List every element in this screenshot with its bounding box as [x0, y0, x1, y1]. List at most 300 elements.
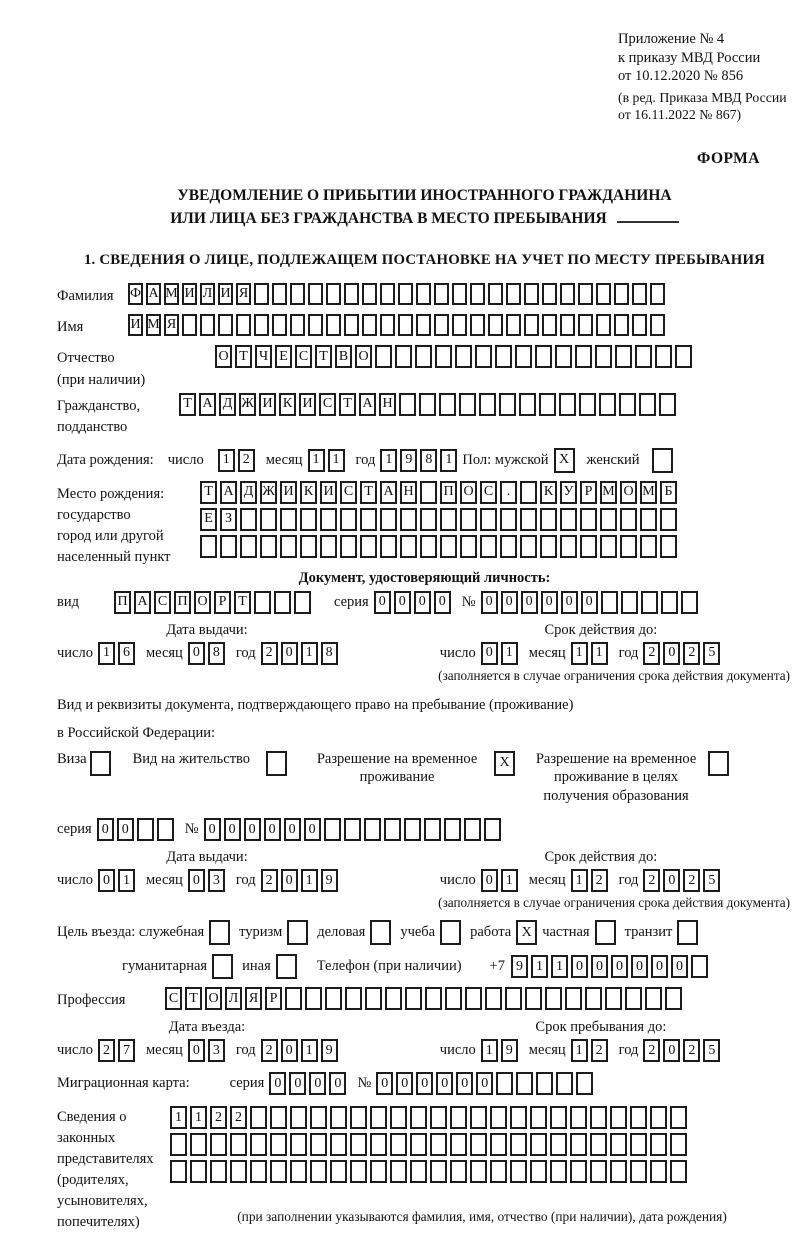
char-cell[interactable] — [488, 314, 503, 336]
char-cell[interactable] — [575, 345, 592, 368]
char-cell[interactable] — [370, 1133, 387, 1156]
char-cell[interactable] — [670, 1106, 687, 1129]
char-cell[interactable] — [182, 314, 197, 336]
char-cell[interactable] — [545, 987, 562, 1010]
char-cell[interactable] — [236, 314, 251, 336]
char-cell[interactable] — [530, 1160, 547, 1183]
char-cell[interactable]: 1 — [571, 869, 588, 892]
char-cell[interactable]: 0 — [281, 869, 298, 892]
checkbox-residence-permit[interactable] — [266, 751, 287, 776]
char-cell[interactable] — [500, 535, 517, 558]
char-cell[interactable]: 0 — [571, 955, 588, 978]
char-cell[interactable] — [395, 345, 412, 368]
char-cell[interactable] — [691, 955, 708, 978]
char-cell[interactable]: 2 — [643, 1039, 660, 1062]
char-cell[interactable] — [220, 535, 237, 558]
char-cell[interactable] — [520, 535, 537, 558]
char-cell[interactable] — [310, 1106, 327, 1129]
char-cell[interactable] — [390, 1160, 407, 1183]
char-cell[interactable]: 2 — [643, 869, 660, 892]
checkbox-official[interactable] — [209, 920, 230, 945]
char-cell[interactable]: И — [299, 393, 316, 416]
char-cell[interactable]: 0 — [281, 642, 298, 665]
char-cell[interactable] — [190, 1160, 207, 1183]
char-cell[interactable] — [398, 314, 413, 336]
char-cell[interactable] — [650, 1106, 667, 1129]
char-cell[interactable] — [510, 1133, 527, 1156]
char-cell[interactable] — [570, 1160, 587, 1183]
char-cell[interactable]: 8 — [420, 449, 437, 472]
char-cell[interactable] — [350, 1106, 367, 1129]
char-cell[interactable] — [280, 535, 297, 558]
char-cell[interactable]: 1 — [501, 869, 518, 892]
char-cell[interactable] — [240, 535, 257, 558]
char-cell[interactable] — [375, 345, 392, 368]
char-cell[interactable] — [614, 283, 629, 305]
char-cell[interactable]: 3 — [208, 1039, 225, 1062]
checkbox-study[interactable] — [440, 920, 461, 945]
char-cell[interactable]: 2 — [210, 1106, 227, 1129]
char-cell[interactable]: 0 — [284, 818, 301, 841]
char-cell[interactable]: 0 — [671, 955, 688, 978]
char-cell[interactable]: 1 — [380, 449, 397, 472]
char-cell[interactable] — [274, 591, 291, 614]
char-cell[interactable]: С — [154, 591, 171, 614]
char-cell[interactable] — [410, 1133, 427, 1156]
char-cell[interactable] — [632, 283, 647, 305]
checkbox-edu-permit[interactable] — [708, 751, 729, 776]
char-cell[interactable] — [655, 345, 672, 368]
char-cell[interactable]: 0 — [188, 1039, 205, 1062]
char-cell[interactable] — [350, 1160, 367, 1183]
char-cell[interactable] — [599, 393, 616, 416]
char-cell[interactable] — [565, 987, 582, 1010]
char-cell[interactable]: 9 — [321, 869, 338, 892]
char-cell[interactable] — [285, 987, 302, 1010]
char-cell[interactable] — [450, 1133, 467, 1156]
char-cell[interactable] — [200, 314, 215, 336]
char-cell[interactable] — [459, 393, 476, 416]
char-cell[interactable]: 0 — [309, 1072, 326, 1095]
char-cell[interactable]: К — [279, 393, 296, 416]
char-cell[interactable] — [600, 508, 617, 531]
char-cell[interactable]: 0 — [481, 869, 498, 892]
char-cell[interactable]: 0 — [481, 591, 498, 614]
char-cell[interactable]: 0 — [304, 818, 321, 841]
char-cell[interactable]: 2 — [591, 1039, 608, 1062]
char-cell[interactable]: 1 — [481, 1039, 498, 1062]
char-cell[interactable] — [496, 1072, 513, 1095]
char-cell[interactable]: 2 — [643, 642, 660, 665]
char-cell[interactable]: 1 — [571, 642, 588, 665]
char-cell[interactable] — [520, 481, 537, 504]
char-cell[interactable]: А — [146, 283, 161, 305]
char-cell[interactable] — [137, 818, 154, 841]
char-cell[interactable] — [430, 1106, 447, 1129]
char-cell[interactable] — [450, 1106, 467, 1129]
checkbox-business[interactable] — [370, 920, 391, 945]
char-cell[interactable] — [619, 393, 636, 416]
char-cell[interactable]: К — [540, 481, 557, 504]
char-cell[interactable] — [590, 1160, 607, 1183]
char-cell[interactable]: Е — [200, 508, 217, 531]
char-cell[interactable]: А — [220, 481, 237, 504]
char-cell[interactable]: 0 — [269, 1072, 286, 1095]
char-cell[interactable] — [460, 508, 477, 531]
char-cell[interactable] — [260, 508, 277, 531]
char-cell[interactable]: 0 — [117, 818, 134, 841]
char-cell[interactable] — [230, 1160, 247, 1183]
char-cell[interactable] — [510, 1106, 527, 1129]
char-cell[interactable] — [270, 1160, 287, 1183]
char-cell[interactable] — [320, 508, 337, 531]
char-cell[interactable]: 0 — [561, 591, 578, 614]
char-cell[interactable] — [632, 314, 647, 336]
char-cell[interactable] — [519, 393, 536, 416]
char-cell[interactable] — [272, 283, 287, 305]
char-cell[interactable] — [364, 818, 381, 841]
char-cell[interactable] — [452, 314, 467, 336]
char-cell[interactable] — [605, 987, 622, 1010]
char-cell[interactable] — [542, 283, 557, 305]
char-cell[interactable] — [445, 987, 462, 1010]
char-cell[interactable]: 0 — [663, 642, 680, 665]
char-cell[interactable] — [270, 1106, 287, 1129]
char-cell[interactable] — [650, 283, 665, 305]
char-cell[interactable] — [465, 987, 482, 1010]
char-cell[interactable]: 8 — [208, 642, 225, 665]
char-cell[interactable] — [670, 1133, 687, 1156]
char-cell[interactable] — [240, 508, 257, 531]
char-cell[interactable] — [650, 314, 665, 336]
char-cell[interactable] — [254, 591, 271, 614]
char-cell[interactable]: Ч — [255, 345, 272, 368]
checkbox-humanitarian[interactable] — [212, 954, 233, 979]
char-cell[interactable] — [635, 345, 652, 368]
char-cell[interactable] — [670, 1160, 687, 1183]
char-cell[interactable]: Т — [339, 393, 356, 416]
char-cell[interactable]: О — [215, 345, 232, 368]
char-cell[interactable] — [479, 393, 496, 416]
char-cell[interactable] — [470, 283, 485, 305]
char-cell[interactable]: Ж — [260, 481, 277, 504]
char-cell[interactable]: 0 — [244, 818, 261, 841]
char-cell[interactable]: И — [320, 481, 337, 504]
char-cell[interactable]: 1 — [301, 869, 318, 892]
char-cell[interactable]: 1 — [531, 955, 548, 978]
char-cell[interactable] — [270, 1133, 287, 1156]
char-cell[interactable] — [290, 1133, 307, 1156]
char-cell[interactable]: Т — [234, 591, 251, 614]
char-cell[interactable]: 0 — [289, 1072, 306, 1095]
char-cell[interactable] — [579, 393, 596, 416]
char-cell[interactable] — [495, 345, 512, 368]
char-cell[interactable] — [506, 283, 521, 305]
char-cell[interactable] — [610, 1133, 627, 1156]
char-cell[interactable] — [360, 535, 377, 558]
char-cell[interactable]: Д — [240, 481, 257, 504]
char-cell[interactable] — [490, 1160, 507, 1183]
char-cell[interactable] — [600, 535, 617, 558]
char-cell[interactable] — [344, 283, 359, 305]
char-cell[interactable]: В — [335, 345, 352, 368]
char-cell[interactable]: 0 — [204, 818, 221, 841]
char-cell[interactable] — [530, 1106, 547, 1129]
char-cell[interactable]: 2 — [683, 1039, 700, 1062]
char-cell[interactable] — [330, 1106, 347, 1129]
char-cell[interactable]: 0 — [416, 1072, 433, 1095]
char-cell[interactable]: П — [114, 591, 131, 614]
char-cell[interactable]: М — [164, 283, 179, 305]
char-cell[interactable] — [595, 345, 612, 368]
char-cell[interactable]: . — [500, 481, 517, 504]
char-cell[interactable] — [475, 345, 492, 368]
char-cell[interactable] — [540, 508, 557, 531]
char-cell[interactable] — [480, 508, 497, 531]
char-cell[interactable] — [310, 1133, 327, 1156]
char-cell[interactable] — [190, 1133, 207, 1156]
char-cell[interactable]: 0 — [541, 591, 558, 614]
char-cell[interactable] — [419, 393, 436, 416]
char-cell[interactable] — [485, 987, 502, 1010]
char-cell[interactable]: О — [355, 345, 372, 368]
char-cell[interactable]: А — [359, 393, 376, 416]
char-cell[interactable] — [576, 1072, 593, 1095]
char-cell[interactable]: 1 — [328, 449, 345, 472]
char-cell[interactable]: Ж — [239, 393, 256, 416]
char-cell[interactable] — [250, 1133, 267, 1156]
char-cell[interactable] — [210, 1133, 227, 1156]
char-cell[interactable] — [596, 283, 611, 305]
char-cell[interactable] — [434, 283, 449, 305]
char-cell[interactable] — [410, 1160, 427, 1183]
char-cell[interactable] — [420, 481, 437, 504]
char-cell[interactable]: О — [194, 591, 211, 614]
char-cell[interactable]: 1 — [301, 642, 318, 665]
char-cell[interactable]: 0 — [591, 955, 608, 978]
char-cell[interactable]: 0 — [436, 1072, 453, 1095]
char-cell[interactable] — [540, 535, 557, 558]
checkbox-male[interactable]: X — [554, 448, 575, 473]
char-cell[interactable] — [280, 508, 297, 531]
char-cell[interactable] — [641, 591, 658, 614]
char-cell[interactable] — [590, 1133, 607, 1156]
char-cell[interactable] — [310, 1160, 327, 1183]
char-cell[interactable]: 1 — [98, 642, 115, 665]
char-cell[interactable] — [290, 1106, 307, 1129]
char-cell[interactable]: 0 — [521, 591, 538, 614]
char-cell[interactable] — [460, 535, 477, 558]
checkbox-visa[interactable] — [90, 751, 111, 776]
char-cell[interactable] — [330, 1160, 347, 1183]
char-cell[interactable]: 2 — [230, 1106, 247, 1129]
char-cell[interactable] — [560, 314, 575, 336]
char-cell[interactable] — [539, 393, 556, 416]
char-cell[interactable] — [650, 1160, 667, 1183]
char-cell[interactable]: И — [128, 314, 143, 336]
char-cell[interactable]: Ф — [128, 283, 143, 305]
char-cell[interactable] — [320, 535, 337, 558]
char-cell[interactable]: 2 — [261, 642, 278, 665]
char-cell[interactable] — [340, 508, 357, 531]
char-cell[interactable] — [570, 1106, 587, 1129]
char-cell[interactable]: 2 — [591, 869, 608, 892]
char-cell[interactable] — [350, 1133, 367, 1156]
char-cell[interactable]: 1 — [591, 642, 608, 665]
char-cell[interactable] — [430, 1133, 447, 1156]
char-cell[interactable]: 0 — [476, 1072, 493, 1095]
char-cell[interactable]: 1 — [551, 955, 568, 978]
checkbox-work[interactable]: X — [516, 920, 537, 945]
char-cell[interactable]: 0 — [414, 591, 431, 614]
char-cell[interactable] — [621, 591, 638, 614]
char-cell[interactable] — [578, 314, 593, 336]
char-cell[interactable]: 0 — [329, 1072, 346, 1095]
char-cell[interactable]: 2 — [261, 1039, 278, 1062]
char-cell[interactable] — [470, 1160, 487, 1183]
char-cell[interactable] — [157, 818, 174, 841]
char-cell[interactable] — [550, 1160, 567, 1183]
char-cell[interactable] — [665, 987, 682, 1010]
char-cell[interactable]: 0 — [581, 591, 598, 614]
char-cell[interactable] — [290, 1160, 307, 1183]
char-cell[interactable] — [455, 345, 472, 368]
char-cell[interactable] — [580, 535, 597, 558]
char-cell[interactable] — [424, 818, 441, 841]
char-cell[interactable]: 0 — [394, 591, 411, 614]
char-cell[interactable] — [300, 508, 317, 531]
char-cell[interactable] — [578, 283, 593, 305]
char-cell[interactable] — [661, 591, 678, 614]
char-cell[interactable] — [506, 314, 521, 336]
char-cell[interactable]: А — [380, 481, 397, 504]
char-cell[interactable] — [200, 535, 217, 558]
char-cell[interactable] — [420, 535, 437, 558]
char-cell[interactable]: 0 — [281, 1039, 298, 1062]
char-cell[interactable] — [218, 314, 233, 336]
char-cell[interactable] — [390, 1106, 407, 1129]
char-cell[interactable] — [640, 535, 657, 558]
char-cell[interactable] — [324, 818, 341, 841]
char-cell[interactable] — [400, 535, 417, 558]
char-cell[interactable]: С — [319, 393, 336, 416]
char-cell[interactable]: У — [560, 481, 577, 504]
char-cell[interactable]: 0 — [224, 818, 241, 841]
char-cell[interactable]: Е — [275, 345, 292, 368]
char-cell[interactable] — [210, 1160, 227, 1183]
char-cell[interactable]: 9 — [501, 1039, 518, 1062]
char-cell[interactable] — [480, 535, 497, 558]
char-cell[interactable]: Я — [164, 314, 179, 336]
char-cell[interactable]: П — [174, 591, 191, 614]
char-cell[interactable]: Т — [360, 481, 377, 504]
char-cell[interactable] — [415, 345, 432, 368]
char-cell[interactable] — [560, 283, 575, 305]
char-cell[interactable] — [308, 283, 323, 305]
char-cell[interactable] — [520, 508, 537, 531]
char-cell[interactable]: 6 — [118, 642, 135, 665]
char-cell[interactable]: Н — [400, 481, 417, 504]
char-cell[interactable] — [370, 1106, 387, 1129]
char-cell[interactable] — [610, 1160, 627, 1183]
char-cell[interactable] — [260, 535, 277, 558]
char-cell[interactable] — [615, 345, 632, 368]
char-cell[interactable]: 0 — [374, 591, 391, 614]
char-cell[interactable] — [440, 508, 457, 531]
checkbox-female[interactable] — [652, 448, 673, 473]
char-cell[interactable]: 9 — [321, 1039, 338, 1062]
char-cell[interactable] — [530, 1133, 547, 1156]
char-cell[interactable]: 2 — [683, 642, 700, 665]
char-cell[interactable]: М — [146, 314, 161, 336]
char-cell[interactable]: М — [600, 481, 617, 504]
char-cell[interactable]: С — [295, 345, 312, 368]
char-cell[interactable] — [345, 987, 362, 1010]
char-cell[interactable] — [305, 987, 322, 1010]
char-cell[interactable] — [398, 283, 413, 305]
char-cell[interactable]: Т — [315, 345, 332, 368]
checkbox-other-purpose[interactable] — [276, 954, 297, 979]
char-cell[interactable]: 0 — [188, 642, 205, 665]
char-cell[interactable] — [625, 987, 642, 1010]
char-cell[interactable] — [399, 393, 416, 416]
char-cell[interactable]: 0 — [396, 1072, 413, 1095]
char-cell[interactable] — [470, 314, 485, 336]
char-cell[interactable] — [404, 818, 421, 841]
char-cell[interactable]: 9 — [511, 955, 528, 978]
char-cell[interactable] — [610, 1106, 627, 1129]
char-cell[interactable]: И — [182, 283, 197, 305]
char-cell[interactable]: 0 — [98, 869, 115, 892]
char-cell[interactable] — [250, 1160, 267, 1183]
char-cell[interactable] — [420, 508, 437, 531]
char-cell[interactable] — [490, 1106, 507, 1129]
char-cell[interactable]: 1 — [118, 869, 135, 892]
char-cell[interactable]: Л — [200, 283, 215, 305]
char-cell[interactable] — [170, 1160, 187, 1183]
char-cell[interactable] — [470, 1133, 487, 1156]
char-cell[interactable]: 1 — [571, 1039, 588, 1062]
char-cell[interactable] — [344, 314, 359, 336]
char-cell[interactable]: П — [440, 481, 457, 504]
char-cell[interactable] — [660, 535, 677, 558]
char-cell[interactable] — [580, 508, 597, 531]
char-cell[interactable]: 1 — [501, 642, 518, 665]
char-cell[interactable] — [524, 283, 539, 305]
char-cell[interactable] — [434, 314, 449, 336]
char-cell[interactable]: 5 — [703, 642, 720, 665]
char-cell[interactable] — [550, 1133, 567, 1156]
char-cell[interactable] — [380, 535, 397, 558]
char-cell[interactable]: 3 — [208, 869, 225, 892]
char-cell[interactable]: Я — [236, 283, 251, 305]
char-cell[interactable]: Р — [214, 591, 231, 614]
char-cell[interactable]: 8 — [321, 642, 338, 665]
char-cell[interactable]: 0 — [611, 955, 628, 978]
char-cell[interactable] — [362, 283, 377, 305]
char-cell[interactable] — [300, 535, 317, 558]
char-cell[interactable]: 0 — [481, 642, 498, 665]
char-cell[interactable] — [439, 393, 456, 416]
char-cell[interactable] — [536, 1072, 553, 1095]
char-cell[interactable] — [344, 818, 361, 841]
char-cell[interactable] — [550, 1106, 567, 1129]
char-cell[interactable]: 0 — [456, 1072, 473, 1095]
char-cell[interactable] — [659, 393, 676, 416]
char-cell[interactable] — [490, 1133, 507, 1156]
char-cell[interactable] — [390, 1133, 407, 1156]
char-cell[interactable]: 0 — [376, 1072, 393, 1095]
